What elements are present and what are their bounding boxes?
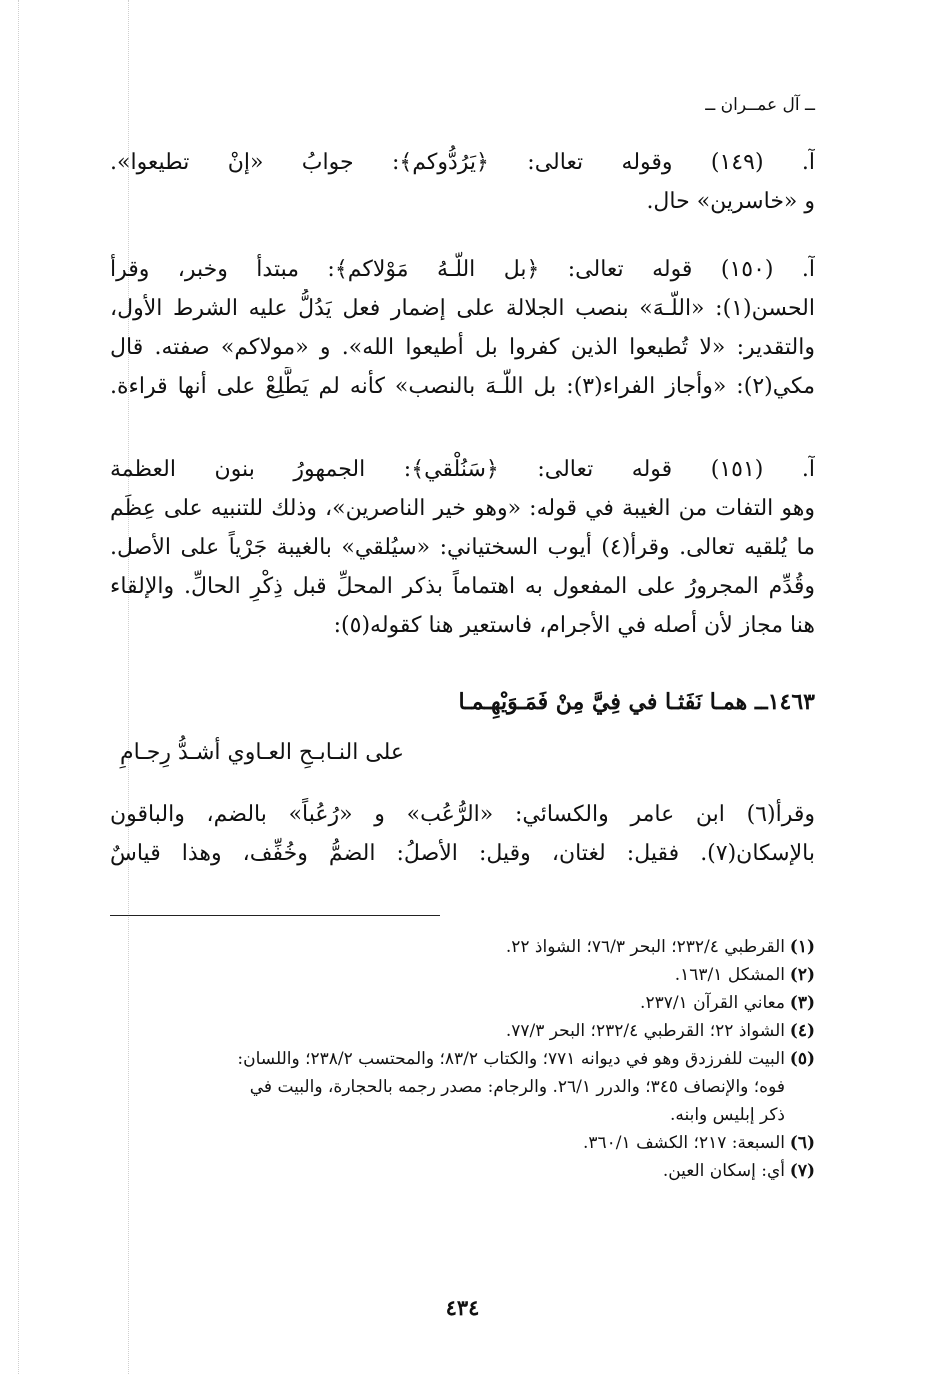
footnote-number: (١) [789,937,815,957]
text-line: آ. (١٥٠) قوله تعالى: ﴿بل اللّـهُ مَوْلاكم﴾: مبتدأ وخبر، وقرأ [110,257,815,282]
running-head: ــ آل عمــران ــ [705,95,815,115]
text-line: وقُدِّم المجرورُ على المفعول به اهتماماً بذكر المحلِّ قبل ذِكْرِ الحالِّ. والإلقاء [110,574,815,599]
poem-second-hemistich: على النـابـحِ العـاوي أشـدُّ رِجـامِ [120,740,405,765]
footnote [110,1017,815,1045]
footnote-number: (٢) [789,965,815,985]
text-line: وهو التفات من الغيبة في قوله: «وهو خير الناصرين»، وذلك للتنبيه على عِظَم [110,496,815,521]
document-page [110,85,815,1345]
footnote-separator [110,915,440,916]
paragraph-150 [110,250,815,406]
paragraph-after-poem [110,795,815,873]
text-line: مكي(٢): «وأجاز الفراء(٣): بل اللّـهَ بالنصب» كأنه لم يَطَّلِعْ على أنها قراءة. [110,374,815,399]
footnote-continuation: فوه؛ والإنصاف ٣٤٥؛ والدرر ٢٦/١. والرجام: مصدر رجمه بالحجارة، والبيت في [249,1077,785,1097]
footnote-number: (٣) [789,993,815,1013]
text-line: هنا مجاز لأن أصله في الأجرام، فاستعير هنا كقوله(٥): [333,613,815,638]
footnote-text: السبعة: ٢١٧؛ الكشف ٣٦٠/١. [583,1133,785,1153]
footnote-text: أي: إسكان العين. [662,1161,785,1181]
footnote-number: (٧) [789,1161,815,1181]
footnote [110,933,815,961]
footnote [110,1129,815,1157]
paragraph-151 [110,450,815,645]
paragraph-149 [110,143,815,221]
footnote-continuation: ذكر إبليس وابنه. [669,1105,785,1125]
text-line: وقرأ(٦) ابن عامر والكسائي: «الرُّعُب» و «رُعُباً» بالضم، والباقون [110,802,815,827]
footnote-text: القرطبي ٢٣٢/٤؛ البحر ٧٦/٣؛ الشواذ ٢٢. [505,937,785,957]
text-line: والتقدير: «لا تُطيعوا الذين كفروا بل أطيعوا الله». و «مولاكم» صفته. قال [110,335,815,360]
text-line: آ. (١٤٩) وقوله تعالى: ﴿يَرُدُّوكم﴾: جوابُ «إنْ تطيعوا». [110,150,815,175]
footnote-text: الشواذ ٢٢؛ القرطبي ٢٣٢/٤؛ البحر ٧٧/٣. [505,1021,785,1041]
footnote-text: المشكل ١٦٣/١. [674,965,785,985]
text-line: الحسن(١): «اللّـهَ» بنصب الجلالة على إضمار فعل يَدُلُّ عليه الشرط الأول، [110,296,815,321]
text-line: ما يُلقيه تعالى. وقرأ(٤) أيوب السختياني: «سيُلقي» بالغيبة جَرْياً على الأصل. [110,535,815,560]
footnotes [110,933,815,1185]
footnote [110,989,815,1017]
footnote [110,1045,815,1073]
text-line: و «خاسرين» حال. [646,189,815,214]
footnote [110,961,815,989]
poem-first-hemistich: ١٤٦٣ــ همـا نَفَثـا في فِيَّ مِنْ فَمَـوَيْهِـمـا [458,689,815,715]
footnote-number: (٦) [789,1133,815,1153]
text-line: بالإسكان(٧). فقيل: لغتان، وقيل: الأصلُ: الضمُّ وخُفِّف، وهذا قياسٌ [110,841,815,866]
scan-artifact [18,0,19,1374]
footnote-text: معاني القرآن ٢٣٧/١. [640,993,785,1013]
text-line: آ. (١٥١) قوله تعالى: ﴿سَنُلْقي﴾: الجمهورُ بنون العظمة [110,457,815,482]
footnote [110,1157,815,1185]
footnote-text: البيت للفرزدق وهو في ديوانه ٧٧١؛ والكتاب ٨٣/٢؛ والمحتسب ٢٣٨/٢؛ واللسان: [237,1049,785,1069]
footnote-number: (٤) [789,1021,815,1041]
footnote-number: (٥) [789,1049,815,1069]
page-number: ٤٣٤ [445,1295,480,1320]
